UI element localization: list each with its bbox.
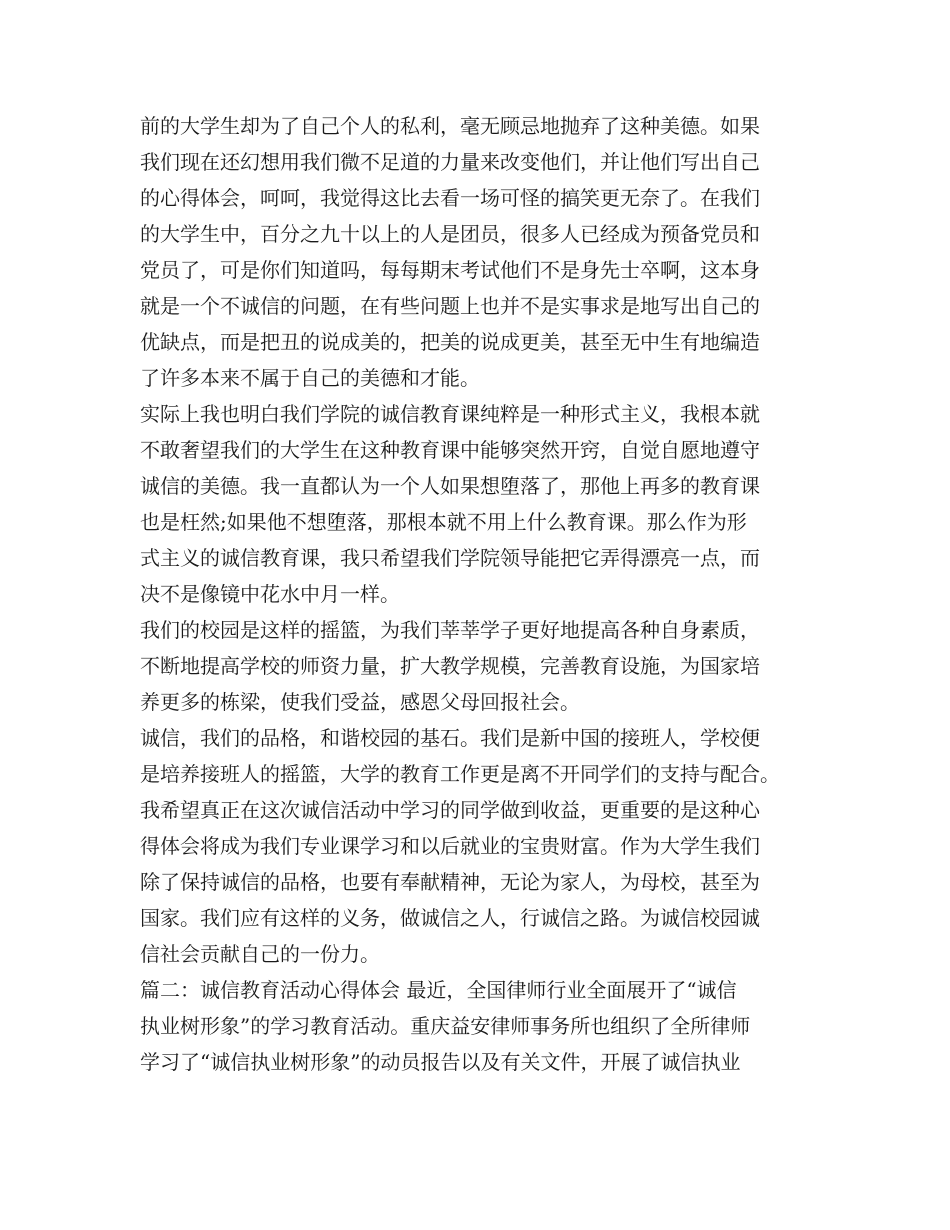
text-line: 我们现在还幻想用我们微不足道的力量来改变他们，并让他们写出自己	[140, 150, 760, 174]
text-line: 我们的校园是这样的摇篮，为我们莘莘学子更好地提高各种自身素质，	[140, 618, 760, 642]
text-line: 式主义的诚信教育课，我只希望我们学院领导能把它弄得漂亮一点，而	[140, 546, 760, 570]
text-line: 得体会将成为我们专业课学习和以后就业的宝贵财富。作为大学生我们	[140, 834, 760, 858]
text-line: 诚信的美德。我一直都认为一个人如果想堕落了，那他上再多的教育课	[140, 474, 760, 498]
text-line: 就是一个不诚信的问题，在有些问题上也并不是实事求是地写出自己的	[140, 294, 760, 318]
body-text	[140, 108, 820, 1080]
text-line: 信社会贡献自己的一份力。	[140, 942, 380, 966]
text-line: 了许多本来不属于自己的美德和才能。	[140, 366, 480, 390]
text-line: 学习了“诚信执业树形象”的动员报告以及有关文件，开展了诚信执业	[140, 1050, 741, 1074]
text-line: 是培养接班人的摇篮，大学的教育工作更是离不开同学们的支持与配合。	[140, 762, 780, 786]
text-line: 我希望真正在这次诚信活动中学习的同学做到收益，更重要的是这种心	[140, 798, 760, 822]
text-line: 的大学生中，百分之九十以上的人是团员，很多人已经成为预备党员和	[140, 222, 760, 246]
text-line: 优缺点，而是把丑的说成美的，把美的说成更美，甚至无中生有地编造	[140, 330, 760, 354]
text-line: 养更多的栋梁，使我们受益，感恩父母回报社会。	[140, 690, 580, 714]
text-line: 诚信，我们的品格，和谐校园的基石。我们是新中国的接班人，学校便	[140, 726, 760, 750]
text-line: 不敢奢望我们的大学生在这种教育课中能够突然开窍，自觉自愿地遵守	[140, 438, 760, 462]
text-line: 党员了，可是你们知道吗，每每期末考试他们不是身先士卒啊，这本身	[140, 258, 760, 282]
text-line: 执业树形象”的学习教育活动。重庆益安律师事务所也组织了全所律师	[140, 1014, 751, 1038]
text-line: 也是枉然;如果他不想堕落，那根本就不用上什么教育课。那么作为形	[140, 510, 747, 534]
text-line: 决不是像镜中花水中月一样。	[140, 582, 400, 606]
text-line: 的心得体会，呵呵，我觉得这比去看一场可怪的搞笑更无奈了。在我们	[140, 186, 760, 210]
text-line: 实际上我也明白我们学院的诚信教育课纯粹是一种形式主义，我根本就	[140, 402, 760, 426]
text-line: 篇二：诚信教育活动心得体会 最近，全国律师行业全面展开了“诚信	[140, 978, 737, 1002]
text-line: 不断地提高学校的师资力量，扩大教学规模，完善教育设施，为国家培	[140, 654, 760, 678]
text-line: 国家。我们应有这样的义务，做诚信之人，行诚信之路。为诚信校园诚	[140, 906, 760, 930]
text-line: 前的大学生却为了自己个人的私利，毫无顾忌地抛弃了这种美德。如果	[140, 114, 760, 138]
text-line: 除了保持诚信的品格，也要有奉献精神，无论为家人，为母校，甚至为	[140, 870, 760, 894]
